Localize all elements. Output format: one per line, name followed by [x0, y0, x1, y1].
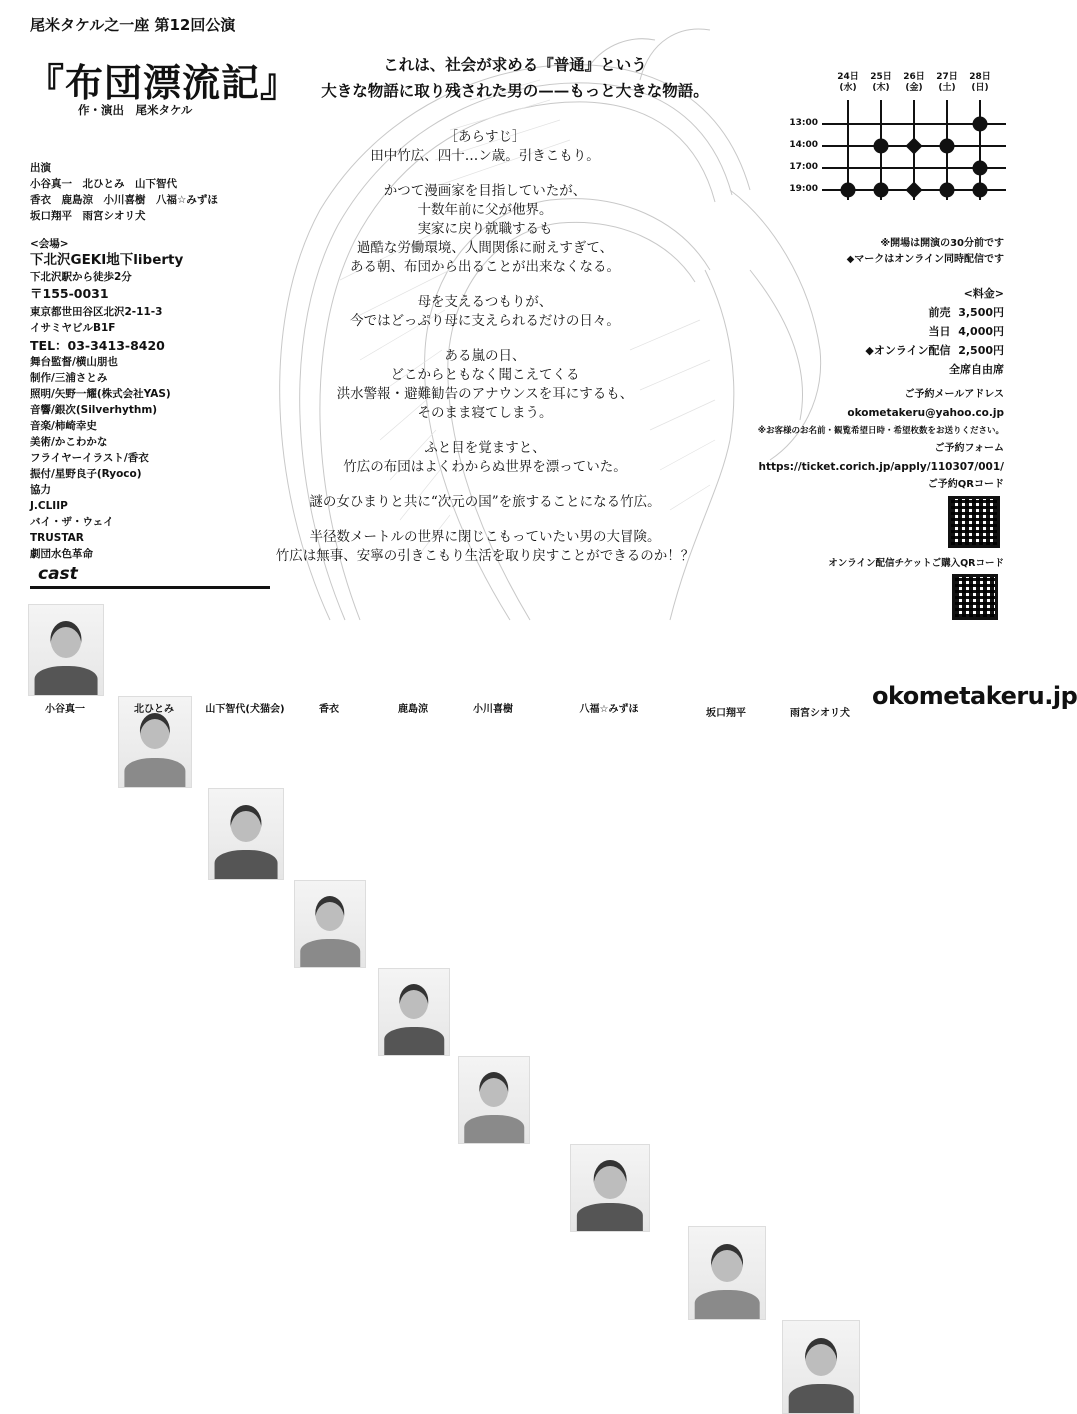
venue-building: イサミヤビルB1F [30, 322, 116, 334]
cooperation-item: J.CLIIP [30, 500, 68, 512]
staff-item: 音響/銀次(Silverhythm) [30, 404, 158, 416]
schedule-time-label: 19:00 [789, 184, 818, 194]
cast-photo-body [464, 1115, 524, 1143]
venue-postal: 〒155-0031 [30, 286, 109, 301]
price-value: 4,000円 [958, 325, 1004, 338]
synopsis-line: 竹広は無事、安寧の引きこもり生活を取り戻すことができるのか！？ [275, 548, 695, 564]
price-value: 3,500円 [958, 306, 1004, 319]
company-heading: 尾米タケル之一座 第12回公演 [30, 16, 236, 34]
staff-list [30, 354, 171, 562]
schedule-day-header [866, 72, 896, 94]
cast-name: 鹿島涼 [398, 704, 428, 715]
synopsis-line: 洪水警報・避難勧告のアナウンスを耳にするも、 [336, 386, 634, 402]
cooperation-heading: 協力 [30, 484, 51, 496]
cast-photo-body [124, 758, 185, 787]
synopsis-paragraph [250, 439, 720, 477]
synopsis-line: 半径数メートルの世界に閉じこもっていたい男の大冒険。 [309, 529, 661, 545]
cooperation-item: TRUSTAR [30, 532, 84, 544]
performers-line: 香衣 鹿島涼 小川喜樹 八福☆みずほ [30, 194, 218, 206]
online-ticket-qr-code[interactable] [952, 574, 998, 620]
venue-section [30, 236, 183, 356]
cast-photo-body [789, 1384, 854, 1413]
staff-item: 舞台監督/横山朋也 [30, 356, 118, 368]
schedule-time-label: 14:00 [789, 140, 818, 150]
staff-item: 美術/かこわかな [30, 436, 108, 448]
cast-photo [570, 1144, 650, 1232]
venue-address: 東京都世田谷区北沢2-11-3 [30, 306, 163, 318]
synopsis-line: そのまま寝てしまう。 [417, 405, 553, 421]
synopsis-line: 田中竹広、四十…ン歳。引きこもり。 [370, 148, 600, 164]
synopsis-line: 竹広の布団はよくわからぬ世界を漂っていた。 [343, 459, 627, 475]
cast-name: 小川喜樹 [473, 704, 513, 715]
pricing-heading: <料金> [963, 287, 1004, 300]
cast-photo-body [384, 1027, 444, 1055]
performance-circle-mark [874, 139, 889, 154]
synopsis-line: かつて漫画家を目指していたが、 [383, 183, 587, 199]
cast-photo-head [140, 713, 170, 749]
cast-name: 香衣 [319, 704, 339, 715]
synopsis-line: 十数年前に父が他界。 [417, 202, 553, 218]
synopsis-line: 実家に戻り就職するも [417, 221, 553, 237]
cast-photo-head [230, 805, 261, 842]
staff-item: 制作/三浦さとみ [30, 372, 108, 384]
synopsis-line: ある朝、布団から出ることが出来なくなる。 [350, 259, 620, 275]
cast-name: 北ひとみ [134, 704, 174, 715]
cast-photo-body [695, 1290, 760, 1319]
synopsis-paragraph [250, 493, 720, 512]
synopsis-paragraph [250, 182, 720, 277]
form-heading: ご予約フォーム [934, 443, 1004, 454]
staff-item: 振付/星野良子(Ryoco) [30, 468, 142, 480]
synopsis-paragraph [250, 347, 720, 423]
venue-name: 下北沢GEKI地下liberty [30, 252, 184, 268]
performance-circle-mark [940, 139, 955, 154]
schedule-day-header [932, 72, 962, 94]
director-credit: 作・演出 尾米タケル [78, 103, 193, 117]
day-date: 24日 [837, 72, 859, 82]
price-row [790, 303, 1004, 322]
cast-photo [28, 604, 104, 696]
cast-name: 山下智代(犬猫会) [205, 704, 285, 715]
venue-tel: TEL：03-3413-8420 [30, 338, 165, 353]
performance-circle-mark [973, 161, 988, 176]
cooperation-item: 劇団水色革命 [30, 548, 93, 560]
day-date: 26日 [903, 72, 925, 82]
online-diamond-mark [906, 182, 923, 199]
cast-name: 坂口翔平 [706, 708, 746, 719]
cast-photo-body [215, 850, 278, 879]
schedule-note: ◆マークはオンライン同時配信です [846, 254, 1004, 265]
cooperation-item: バイ・ザ・ウェイ [30, 516, 114, 528]
price-label: ◆オンライン配信 [865, 344, 951, 357]
schedule-time-label: 13:00 [789, 118, 818, 128]
synopsis-paragraph [250, 128, 720, 166]
cast-photo-body [300, 939, 360, 967]
synopsis-line: 今ではどっぷり母に支えられるだけの日々。 [350, 313, 620, 329]
price-value: 2,500円 [958, 344, 1004, 357]
pricing-section [790, 284, 1004, 379]
performance-circle-mark [973, 117, 988, 132]
price-row [790, 341, 1004, 360]
staff-item: 照明/矢野一耀(株式会社YAS) [30, 388, 171, 400]
staff-item: 音楽/柿崎幸史 [30, 420, 97, 432]
synopsis-line: 過酷な労働環境、人間関係に耐えすぎて、 [356, 240, 614, 256]
day-of-week: (水) [839, 83, 857, 93]
cast-photo [782, 1320, 860, 1414]
price-row [790, 322, 1004, 341]
schedule-day-header [965, 72, 995, 94]
synopsis [250, 128, 720, 582]
synopsis-paragraph [250, 293, 720, 331]
synopsis-line: ふと目を覚ますと、 [424, 440, 546, 456]
synopsis-paragraph [250, 528, 720, 566]
synopsis-line: どこからともなく聞こえてくる [390, 367, 580, 383]
schedule-note: ※開場は開演の30分前です [880, 238, 1004, 249]
cast-photo [688, 1226, 766, 1320]
cast-name: 八福☆みずほ [579, 704, 639, 715]
performance-circle-mark [940, 183, 955, 198]
venue-access: 下北沢駅から徒歩2分 [30, 271, 132, 283]
reservation-email[interactable]: okometakeru@yahoo.co.jp [847, 407, 1004, 419]
performance-circle-mark [841, 183, 856, 198]
day-of-week: (木) [872, 83, 890, 93]
day-date: 25日 [870, 72, 892, 82]
cast-heading: cast [38, 564, 78, 584]
cast-name: 小谷真一 [45, 704, 85, 715]
schedule-day-header [833, 72, 863, 94]
price-label: 当日 [928, 325, 951, 338]
reservation-form-url[interactable]: https://ticket.corich.jp/apply/110307/001/ [758, 461, 1004, 473]
schedule-day-header [899, 72, 929, 94]
reservation-section [700, 386, 1004, 494]
play-title: 『布団漂流記』 [26, 60, 300, 105]
schedule-notes [790, 236, 1004, 268]
tagline [280, 52, 750, 104]
day-of-week: (土) [938, 83, 956, 93]
cast-photo-head [805, 1338, 837, 1376]
cast-rule [30, 586, 270, 589]
synopsis-line: ある嵐の日、 [444, 348, 526, 364]
cast-photo-body [577, 1203, 643, 1231]
online-diamond-mark [906, 138, 923, 155]
cast-photo [378, 968, 450, 1056]
cast-photo [458, 1056, 530, 1144]
cast-photo [208, 788, 284, 880]
qr-label: ご予約QRコード [927, 479, 1004, 490]
email-heading: ご予約メールアドレス [904, 389, 1004, 400]
cast-photo-head [594, 1160, 627, 1199]
synopsis-line: ［あらすじ］ [444, 129, 526, 145]
day-date: 28日 [969, 72, 991, 82]
tagline-line: 大きな物語に取り残された男の——もっと大きな物語。 [321, 81, 709, 100]
cast-photo [294, 880, 366, 968]
cast-photo-head [315, 896, 344, 931]
online-qr-label: オンライン配信チケットご購入QRコード [828, 558, 1004, 569]
performers-heading: 出演 [30, 162, 51, 174]
schedule-time-label: 17:00 [789, 162, 818, 172]
reservation-qr-code[interactable] [948, 496, 1000, 548]
performance-circle-mark [973, 183, 988, 198]
day-of-week: (日) [971, 83, 989, 93]
day-date: 27日 [936, 72, 958, 82]
cast-photo-head [479, 1072, 508, 1107]
performers-section [30, 160, 218, 224]
synopsis-line: 母を支えるつもりが、 [417, 294, 553, 310]
performers-line: 小谷真一 北ひとみ 山下智代 [30, 178, 177, 190]
cast-photo-head [711, 1244, 743, 1282]
email-note: ※お客様のお名前・観覧希望日時・希望枚数をお送りください。 [757, 426, 1004, 436]
tagline-line: これは、社会が求める『普通』という [383, 55, 647, 74]
website-url[interactable]: okometakeru.jp [872, 682, 1077, 710]
cast-photo-body [35, 666, 98, 695]
schedule-table [776, 72, 1008, 202]
seating-note: 全席自由席 [949, 363, 1004, 376]
cast-photo-head [399, 984, 428, 1019]
venue-heading: <会場> [30, 238, 69, 250]
performance-circle-mark [874, 183, 889, 198]
day-of-week: (金) [905, 83, 923, 93]
price-label: 前売 [928, 306, 951, 319]
cast-photo-head [50, 621, 81, 658]
synopsis-line: 謎の女ひまりと共に“次元の国”を旅することになる竹広。 [309, 494, 661, 510]
performers-line: 坂口翔平 雨宮シオリ犬 [30, 210, 146, 222]
cast-name: 雨宮シオリ犬 [790, 708, 850, 719]
staff-item: フライヤーイラスト/香衣 [30, 452, 149, 464]
